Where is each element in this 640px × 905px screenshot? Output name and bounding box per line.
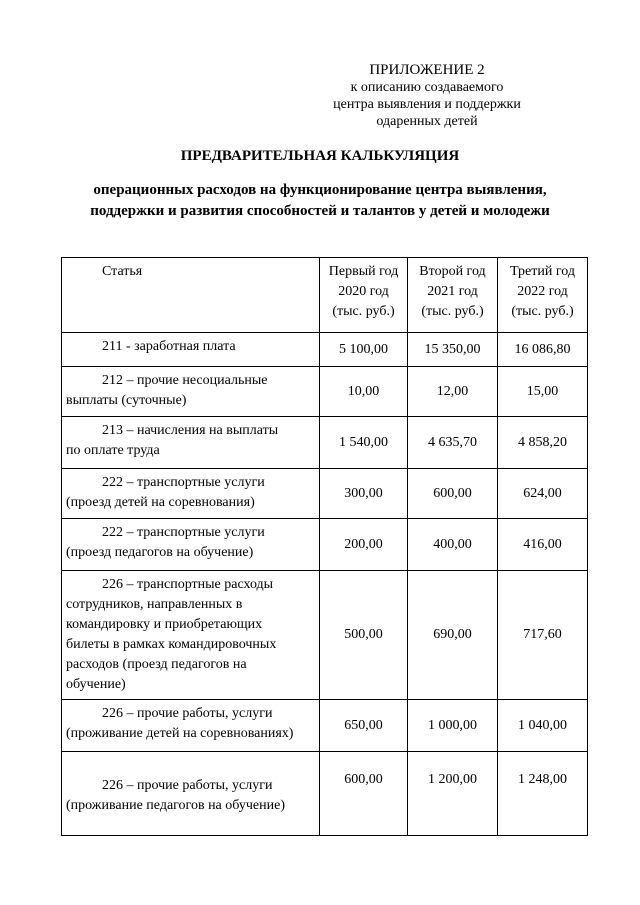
header-line: Третий год bbox=[510, 264, 575, 279]
value-year-3: 4 858,20 bbox=[498, 417, 588, 469]
value-year-3: 16 086,80 bbox=[498, 333, 588, 367]
value-year-1: 600,00 bbox=[320, 752, 408, 836]
value-year-2: 690,00 bbox=[408, 571, 498, 700]
article-line: 222 – транспортные услуги bbox=[102, 525, 265, 540]
header-line: 2022 год bbox=[517, 284, 568, 299]
article-line: командировку и приобретающих bbox=[66, 617, 263, 632]
calculation-table bbox=[61, 257, 588, 836]
appendix-block bbox=[312, 62, 542, 130]
article-cell bbox=[62, 700, 320, 752]
value-year-1: 200,00 bbox=[320, 519, 408, 571]
header-line: (тыс. руб.) bbox=[332, 304, 395, 319]
value-year-2: 12,00 bbox=[408, 367, 498, 417]
header-article: Статья bbox=[62, 258, 320, 333]
table-row bbox=[62, 519, 588, 571]
table-row bbox=[62, 367, 588, 417]
article-line: 226 – прочие работы, услуги bbox=[102, 778, 273, 793]
value-year-2: 4 635,70 bbox=[408, 417, 498, 469]
article-line: (проживание детей на соревнованиях) bbox=[66, 726, 294, 741]
article-cell bbox=[62, 571, 320, 700]
document-heading: ПРЕДВАРИТЕЛЬНАЯ КАЛЬКУЛЯЦИЯ bbox=[180, 148, 460, 164]
article-line: 222 – транспортные услуги bbox=[102, 475, 265, 490]
value-year-3: 1 040,00 bbox=[498, 700, 588, 752]
header-year-3 bbox=[498, 258, 588, 333]
table-row bbox=[62, 333, 588, 367]
table-row bbox=[62, 571, 588, 700]
table-row bbox=[62, 752, 588, 836]
subheading-line: поддержки и развития способностей и талантов у детей и молодежи bbox=[90, 203, 550, 219]
value-year-1: 5 100,00 bbox=[320, 333, 408, 367]
value-year-2: 1 000,00 bbox=[408, 700, 498, 752]
value-year-3: 1 248,00 bbox=[498, 752, 588, 836]
article-line: выплаты (суточные) bbox=[66, 393, 187, 408]
table-header-row bbox=[62, 258, 588, 333]
article-line: билеты в рамках командировочных bbox=[66, 637, 277, 652]
value-year-1: 500,00 bbox=[320, 571, 408, 700]
table-row bbox=[62, 700, 588, 752]
article-line: обучение) bbox=[66, 677, 126, 692]
table-row bbox=[62, 417, 588, 469]
subheading-line: операционных расходов на функционирование центра выявления, bbox=[93, 182, 547, 198]
header-line: 2020 год bbox=[338, 284, 389, 299]
value-year-1: 10,00 bbox=[320, 367, 408, 417]
article-cell bbox=[62, 469, 320, 519]
article-line: (проживание педагогов на обучение) bbox=[66, 798, 285, 813]
value-year-2: 15 350,00 bbox=[408, 333, 498, 367]
header-year-1 bbox=[320, 258, 408, 333]
article-line: 213 – начисления на выплаты bbox=[102, 423, 279, 438]
value-year-1: 650,00 bbox=[320, 700, 408, 752]
article-cell bbox=[62, 752, 320, 836]
appendix-title: ПРИЛОЖЕНИЕ 2 bbox=[369, 62, 485, 78]
document-subheading bbox=[60, 180, 580, 222]
value-year-2: 1 200,00 bbox=[408, 752, 498, 836]
value-year-3: 624,00 bbox=[498, 469, 588, 519]
value-year-3: 717,60 bbox=[498, 571, 588, 700]
article-line: расходов (проезд педагогов на bbox=[66, 657, 247, 672]
article-line: (проезд детей на соревнования) bbox=[66, 495, 255, 510]
header-line: (тыс. руб.) bbox=[511, 304, 574, 319]
appendix-line: центра выявления и поддержки bbox=[333, 97, 521, 112]
article-cell bbox=[62, 417, 320, 469]
article-line: 212 – прочие несоциальные bbox=[102, 373, 268, 388]
value-year-1: 1 540,00 bbox=[320, 417, 408, 469]
header-line: 2021 год bbox=[427, 284, 478, 299]
article-line: сотрудников, направленных в bbox=[66, 597, 243, 612]
value-year-2: 600,00 bbox=[408, 469, 498, 519]
article-cell bbox=[62, 367, 320, 417]
appendix-line: к описанию создаваемого bbox=[350, 80, 504, 95]
article-line: 211 - заработная плата bbox=[102, 339, 236, 354]
table-row bbox=[62, 469, 588, 519]
value-year-3: 15,00 bbox=[498, 367, 588, 417]
header-line: (тыс. руб.) bbox=[421, 304, 484, 319]
article-line: по оплате труда bbox=[66, 443, 160, 458]
article-line: 226 – прочие работы, услуги bbox=[102, 706, 273, 721]
article-line: (проезд педагогов на обучение) bbox=[66, 545, 254, 560]
value-year-2: 400,00 bbox=[408, 519, 498, 571]
appendix-line: одаренных детей bbox=[376, 114, 478, 129]
header-line: Первый год bbox=[328, 264, 399, 279]
article-cell bbox=[62, 333, 320, 367]
header-line: Второй год bbox=[419, 264, 486, 279]
value-year-3: 416,00 bbox=[498, 519, 588, 571]
article-cell bbox=[62, 519, 320, 571]
article-line: 226 – транспортные расходы bbox=[102, 577, 274, 592]
value-year-1: 300,00 bbox=[320, 469, 408, 519]
header-year-2 bbox=[408, 258, 498, 333]
